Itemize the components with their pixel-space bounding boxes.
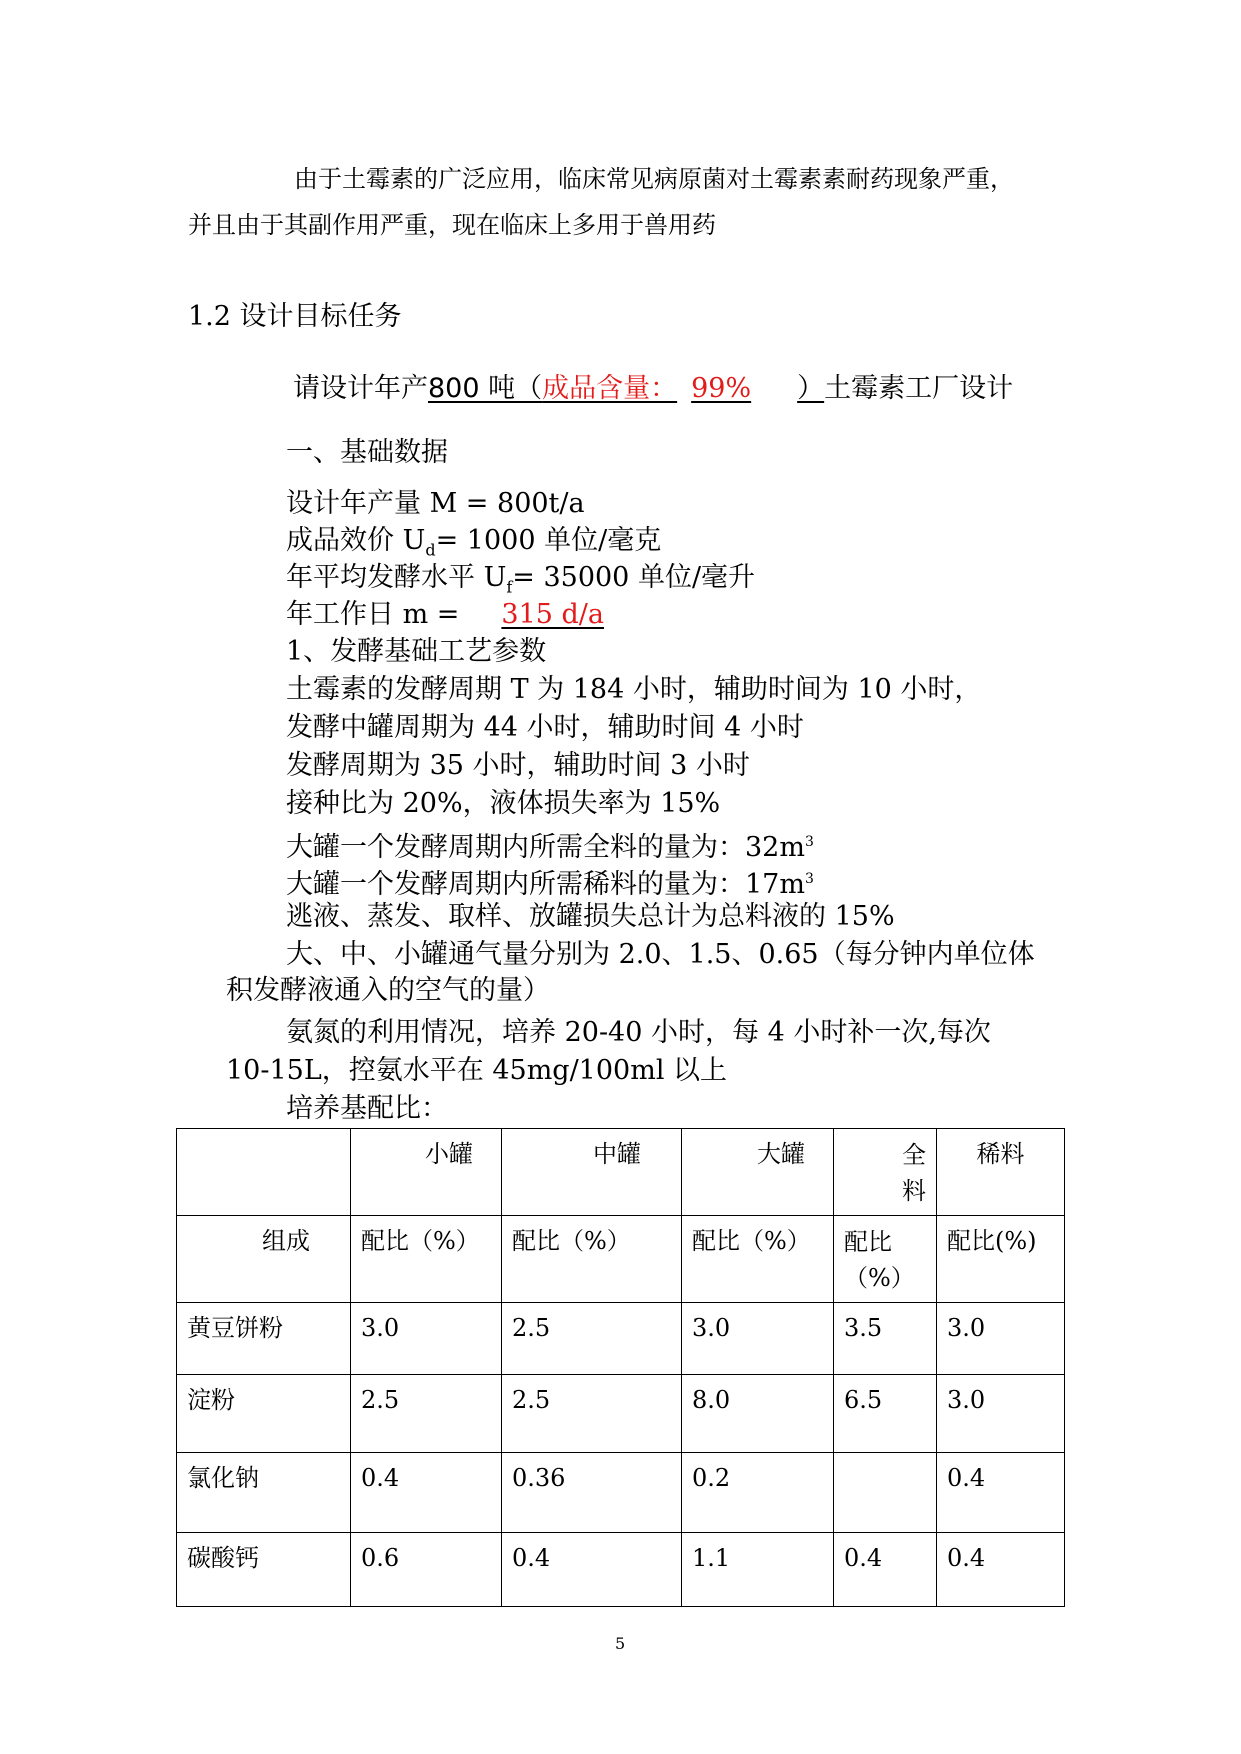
page-number: 5	[615, 1634, 626, 1653]
table-cell: 淀粉	[177, 1375, 351, 1453]
table-header-cell: 大罐	[682, 1129, 834, 1216]
table-cell: 3.0	[351, 1303, 502, 1375]
product-potency-label: 成品效价 U	[286, 525, 426, 556]
table-cell: 0.4	[937, 1533, 1065, 1607]
table-cell: 3.0	[937, 1303, 1065, 1375]
table-cell: 0.4	[351, 1453, 502, 1533]
table-cell: 6.5	[834, 1375, 937, 1453]
table-cell: 黄豆饼粉	[177, 1303, 351, 1375]
table-cell: 碳酸钙	[177, 1533, 351, 1607]
table-cell: 氯化钠	[177, 1453, 351, 1533]
fermentation-level-subscript: f	[506, 577, 513, 597]
table-subheader-cell: 配比(%)	[937, 1216, 1065, 1303]
dilute-feed-line	[286, 862, 814, 902]
intro-line-1: 由于土霉素的广泛应用，临床常见病原菌对土霉素素耐药现象严重，	[294, 165, 1014, 193]
process-line: 土霉素的发酵周期 T 为 184 小时，辅助时间为 10 小时，	[286, 674, 982, 705]
table-cell: 3.5	[834, 1303, 937, 1375]
table-cell: 0.2	[682, 1453, 834, 1533]
table-cell: 0.4	[937, 1453, 1065, 1533]
aeration-line-1: 大、中、小罐通气量分别为 2.0、1.5、0.65（每分钟内单位体	[286, 939, 1035, 970]
annual-workdays-value: 315 d/a	[501, 599, 604, 630]
table-subheader-cell: 配比（%）	[502, 1216, 682, 1303]
table-subheader-row	[177, 1216, 1065, 1303]
table-subheader-cell: 配比（%）	[682, 1216, 834, 1303]
annual-workdays	[286, 598, 604, 632]
intro-line-2: 并且由于其副作用严重，现在临床上多用于兽用药	[188, 211, 716, 239]
table-cell: 0.4	[834, 1533, 937, 1607]
table-cell: 8.0	[682, 1375, 834, 1453]
task-title-close: ）	[797, 373, 825, 404]
table-subheader-cell: 配比 （%）	[834, 1216, 937, 1303]
table-cell: 1.1	[682, 1533, 834, 1607]
section-heading: 1.2 设计目标任务	[188, 301, 402, 332]
process-heading: 1、发酵基础工艺参数	[286, 636, 547, 667]
table-header-cell: 小罐	[351, 1129, 502, 1216]
medium-ratio-table	[176, 1128, 1065, 1607]
fermentation-level-label: 年平均发酵水平 U	[286, 562, 507, 593]
aeration-line-2: 积发酵液通入的空气的量）	[226, 975, 550, 1006]
dilute-feed-text: 大罐一个发酵周期内所需稀料的量为：17m	[286, 869, 805, 900]
table-cell: 3.0	[937, 1375, 1065, 1453]
task-title-suffix: 土霉素工厂设计	[824, 373, 1014, 404]
task-title-content-value: 99%	[691, 373, 752, 404]
table-row	[177, 1453, 1065, 1533]
table-subheader-cell: 组成	[177, 1216, 351, 1303]
table-cell	[834, 1453, 937, 1533]
table-header-cell	[177, 1129, 351, 1216]
process-line: 接种比为 20%，液体损失率为 15%	[286, 788, 721, 819]
full-feed-line	[286, 825, 814, 865]
table-row	[177, 1533, 1065, 1607]
process-line: 发酵中罐周期为 44 小时，辅助时间 4 小时	[286, 712, 804, 743]
product-potency-value: = 1000 单位/毫克	[435, 525, 662, 556]
table-header-row	[177, 1129, 1065, 1216]
process-line: 发酵周期为 35 小时，辅助时间 3 小时	[286, 750, 750, 781]
basic-data-heading: 一、基础数据	[286, 437, 448, 468]
cube-superscript: 3	[804, 871, 814, 887]
medium-heading: 培养基配比：	[286, 1093, 448, 1124]
ammonia-line-1: 氨氮的利用情况，培养 20-40 小时，每 4 小时补一次,每次	[286, 1017, 991, 1048]
table-header-cell: 中罐	[502, 1129, 682, 1216]
table-cell: 0.36	[502, 1453, 682, 1533]
table-header-cell: 全 料	[834, 1129, 937, 1216]
task-title-content-label: 成品含量：	[542, 373, 678, 404]
table-cell: 2.5	[502, 1303, 682, 1375]
cube-superscript: 3	[804, 834, 814, 850]
table-subheader-cell: 配比（%）	[351, 1216, 502, 1303]
annual-workdays-label: 年工作日 m =	[286, 599, 460, 630]
table-cell: 2.5	[351, 1375, 502, 1453]
table-cell: 3.0	[682, 1303, 834, 1375]
ammonia-line-2: 10-15L，控氨水平在 45mg/100ml 以上	[226, 1055, 728, 1086]
loss-line: 逃液、蒸发、取样、放罐损失总计为总料液的 15%	[286, 901, 895, 932]
table-header-cell: 稀料	[937, 1129, 1065, 1216]
table-cell: 0.6	[351, 1533, 502, 1607]
task-title-prefix: 请设计年产	[293, 373, 428, 404]
table-cell: 0.4	[502, 1533, 682, 1607]
fermentation-level-value: = 35000 单位/毫升	[512, 562, 756, 593]
full-feed-text: 大罐一个发酵周期内所需全料的量为：32m	[286, 832, 805, 863]
task-title	[293, 372, 1013, 406]
table-row	[177, 1303, 1065, 1375]
annual-output: 设计年产量 M = 800t/a	[286, 488, 585, 519]
table-cell: 2.5	[502, 1375, 682, 1453]
table-row	[177, 1375, 1065, 1453]
task-title-amount: 800 吨（	[428, 373, 543, 404]
product-potency-subscript: d	[425, 540, 436, 560]
